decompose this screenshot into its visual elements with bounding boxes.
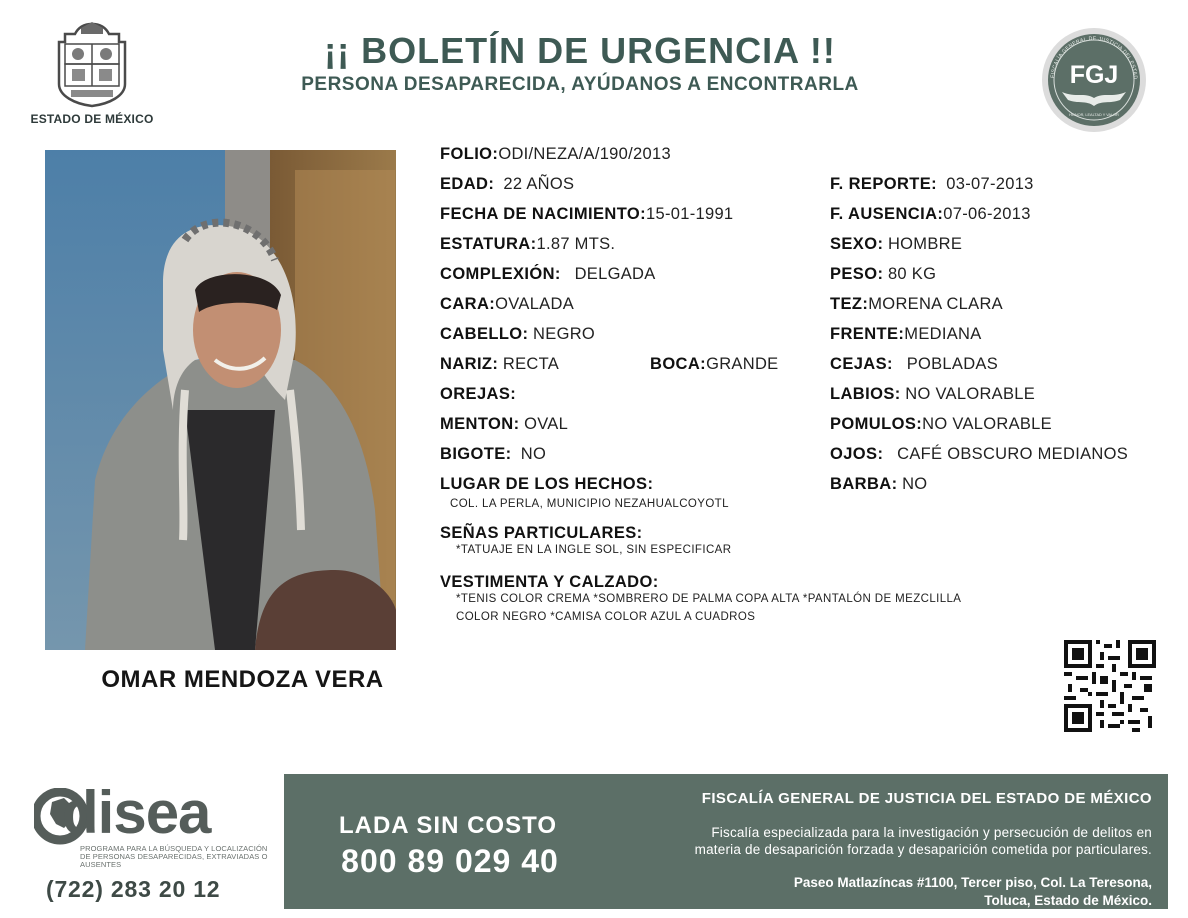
field-cejas — [830, 354, 998, 374]
field-label: SEXO: — [830, 235, 884, 253]
field-value: POBLADAS — [906, 355, 999, 373]
address-line-1: Paseo Matlazíncas #1100, Tercer piso, Col. La Teresona, — [793, 875, 1152, 890]
bulletin-title: ¡¡ BOLETÍN DE URGENCIA !! — [324, 30, 836, 71]
field-value: HOMBRE — [887, 235, 963, 253]
field-labios — [830, 384, 1035, 404]
odisea-wordmark: disea — [62, 779, 211, 846]
field-bigote — [440, 444, 546, 464]
field-value: OVAL — [524, 415, 569, 433]
field-label: NARIZ: — [440, 355, 499, 373]
field-label: F. REPORTE: — [830, 175, 938, 193]
field-estatura — [440, 234, 615, 254]
field-label: FECHA DE NACIMIENTO: — [440, 205, 646, 223]
field-label: F. AUSENCIA: — [830, 205, 944, 223]
field-label: BIGOTE: — [440, 445, 512, 463]
fiscalia-desc-line-2: materia de desaparición forzada y desaparición cometida por particulares. — [694, 842, 1152, 857]
field-f-reporte — [830, 174, 1034, 194]
field-value: DELGADA — [574, 265, 656, 283]
field-sexo — [830, 234, 962, 254]
field-value: 22 AÑOS — [503, 175, 575, 193]
fiscalia-address — [600, 874, 1152, 910]
state-name: ESTADO DE MÉXICO — [30, 112, 154, 126]
field-value: NO VALORABLE — [922, 415, 1052, 433]
field-value: NO VALORABLE — [905, 385, 1036, 403]
field-value: MEDIANA — [904, 325, 982, 343]
fiscalia-description — [600, 824, 1152, 858]
field-orejas — [440, 384, 516, 404]
field-fecha-nacimiento — [440, 204, 733, 224]
field-menton — [440, 414, 568, 434]
field-label: FOLIO: — [440, 145, 499, 163]
field-value: OVALADA — [495, 295, 574, 313]
field-folio — [440, 144, 671, 164]
fiscalia-title: FISCALÍA GENERAL DE JUSTICIA DEL ESTADO DE MÉXICO — [701, 790, 1152, 807]
estado-de-mexico-logo — [28, 20, 156, 130]
title-block — [220, 30, 940, 96]
lugar-hechos-label: LUGAR DE LOS HECHOS: — [440, 475, 654, 493]
fgj-ring-text: FISCALÍA GENERAL DE JUSTICIA DEL ESTAD — [1050, 35, 1139, 80]
field-value: 80 KG — [887, 265, 937, 283]
field-edad — [440, 174, 574, 194]
vestimenta-line-2: COLOR NEGRO *CAMISA COLOR AZUL A CUADROS — [456, 611, 756, 623]
field-barba — [830, 474, 927, 494]
field-value: 03-07-2013 — [946, 175, 1034, 193]
field-tez — [830, 294, 1003, 314]
field-value: GRANDE — [706, 355, 779, 373]
lada-title: LADA SIN COSTO — [338, 812, 557, 839]
field-label: TEZ: — [830, 295, 869, 313]
field-label: CARA: — [440, 295, 496, 313]
field-label: CEJAS: — [830, 355, 893, 373]
field-value: RECTA — [502, 355, 560, 373]
field-value: 15-01-1991 — [646, 205, 734, 223]
field-peso — [830, 264, 936, 284]
address-line-2: Toluca, Estado de México. — [984, 893, 1152, 908]
person-name: OMAR MENDOZA VERA — [101, 666, 384, 693]
fgj-motto: HONOR, LEALTAD Y VALOR — [1069, 113, 1119, 117]
field-value: NO — [902, 475, 928, 493]
coat-of-arms-icon — [51, 20, 133, 108]
field-value: ODI/NEZA/A/190/2013 — [498, 145, 671, 163]
vestimenta-label: VESTIMENTA Y CALZADO: — [440, 573, 659, 591]
field-label: LABIOS: — [830, 385, 901, 403]
field-label: POMULOS: — [830, 415, 923, 433]
field-label: COMPLEXIÓN: — [440, 265, 561, 283]
field-value: 1.87 MTS. — [536, 235, 616, 253]
fgj-logo — [1040, 26, 1148, 134]
fiscalia-desc-line-1: Fiscalía especializada para la investigación y persecución de delitos en — [711, 825, 1152, 840]
senas-label: SEÑAS PARTICULARES: — [440, 524, 643, 542]
field-label: ESTATURA: — [440, 235, 537, 253]
bulletin-subtitle: PERSONA DESAPARECIDA, AYÚDANOS A ENCONTRARLA — [301, 74, 859, 95]
field-value: MORENA CLARA — [868, 295, 1003, 313]
field-label: BARBA: — [830, 475, 898, 493]
field-label: CABELLO: — [440, 325, 529, 343]
field-boca — [650, 354, 778, 374]
field-value: CAFÉ OBSCURO MEDIANOS — [897, 445, 1129, 463]
lugar-hechos-text: COL. LA PERLA, MUNICIPIO NEZAHUALCOYOTL — [450, 498, 729, 510]
field-pomulos — [830, 414, 1052, 434]
field-complexion — [440, 264, 656, 284]
field-nariz — [440, 354, 559, 374]
field-label: OJOS: — [830, 445, 884, 463]
fgj-logo-text: FGJ — [1069, 61, 1119, 89]
field-label: MENTON: — [440, 415, 520, 433]
person-photo — [45, 150, 396, 650]
field-cara — [440, 294, 574, 314]
field-frente — [830, 324, 982, 344]
senas-text: *TATUAJE EN LA INGLE SOL, SIN ESPECIFICAR — [456, 544, 732, 556]
field-label: EDAD: — [440, 175, 495, 193]
field-value: NO — [520, 445, 547, 463]
field-value: NEGRO — [533, 325, 596, 343]
field-cabello — [440, 324, 595, 344]
vestimenta-line-1: *TENIS COLOR CREMA *SOMBRERO DE PALMA COPA ALTA *PANTALÓN DE MEZCLILLA — [456, 593, 962, 605]
field-label: BOCA: — [650, 355, 707, 373]
field-label: PESO: — [830, 265, 884, 283]
lada-number[interactable]: 800 89 029 40 — [341, 843, 559, 879]
odisea-description: PROGRAMA PARA LA BÚSQUEDA Y LOCALIZACIÓN DE PERSONAS DESAPARECIDAS, EXTRAVIADAS O AUSENTES — [80, 844, 268, 869]
field-f-ausencia — [830, 204, 1031, 224]
field-ojos — [830, 444, 1128, 464]
field-label: OREJAS: — [440, 385, 517, 403]
field-value: 07-06-2013 — [943, 205, 1031, 223]
field-label: FRENTE: — [830, 325, 905, 343]
odisea-phone[interactable]: (722) 283 20 12 — [46, 876, 221, 902]
qr-code[interactable] — [1064, 640, 1156, 732]
